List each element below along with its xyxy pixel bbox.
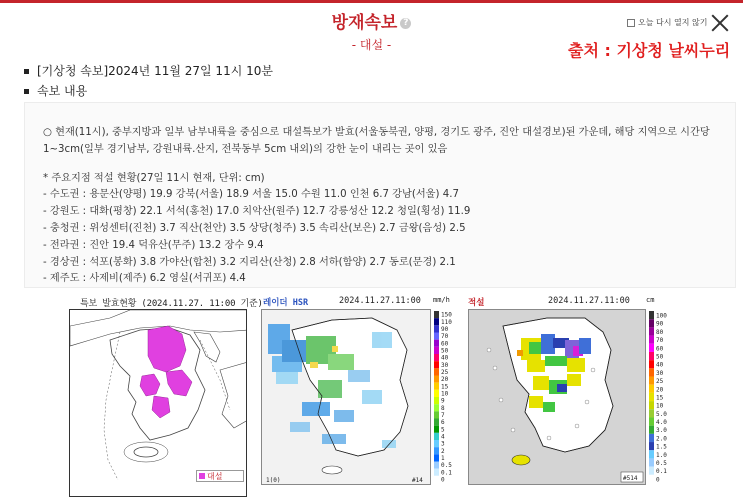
scale-swatch — [649, 368, 654, 376]
snow-unit: cm — [646, 296, 655, 304]
warning-map-legend — [196, 470, 244, 482]
scale-swatch — [649, 344, 654, 352]
scale-label: 80 — [656, 328, 664, 336]
scale-label: 8 — [441, 404, 445, 412]
scale-swatch — [434, 354, 439, 361]
scale-swatch — [649, 319, 654, 327]
close-icon[interactable] — [709, 12, 731, 34]
no-display-today-label: 오늘 다시 열지 않기 — [638, 18, 708, 27]
scale-label: 3 — [441, 440, 445, 448]
scale-swatch — [434, 404, 439, 411]
scale-swatch — [434, 454, 439, 461]
snow-warning-area-north — [148, 326, 186, 372]
source-label: 출처 : 기상청 날씨누리 — [568, 41, 731, 60]
summary-line-2: 1~3cm(일부 경기남부, 강원내륙.산지, 전북동부 5cm 내외)의 강한 눈이 내리는 곳이 있음 — [43, 143, 448, 155]
scale-label: 100 — [656, 312, 667, 320]
scale-label: 10 — [656, 402, 664, 410]
scale-label: 2 — [441, 447, 445, 455]
scale-label: 5.0 — [656, 410, 667, 418]
scale-label: 7 — [441, 412, 445, 420]
scale-label: 0.1 — [441, 469, 452, 477]
scale-swatch — [649, 385, 654, 393]
scale-label: 70 — [656, 337, 664, 345]
scale-swatch — [434, 426, 439, 433]
warning-map[interactable] — [69, 309, 247, 497]
scale-label: 70 — [441, 333, 449, 341]
scale-swatch — [649, 450, 654, 458]
region-line: - 충청권 : 위성센터(진천) 3.7 직산(천안) 3.5 상당(청주) 3.5 속리산(보은) 2.7 금왕(음성) 2.5 — [43, 222, 466, 234]
scale-label: 1.0 — [656, 451, 667, 459]
summary-line-1: ○ 현재(11시), 중부지방과 일부 남부내륙을 중심으로 대설특보가 발효(서울동북권, 양평, 경기도 광주, 진안 대설경보)된 가운데, 해당 지역으로 시간당 — [43, 127, 710, 138]
scale-label: 90 — [656, 320, 664, 328]
scale-label: 0 — [441, 476, 445, 484]
status-title: * 주요지점 적설 현황(27일 11시 현재, 단위: cm) — [43, 172, 265, 184]
snow-frame-right: #514 — [623, 475, 638, 482]
help-icon[interactable]: ? — [400, 18, 411, 29]
scale-label: 2.0 — [656, 435, 667, 443]
scale-label: 30 — [441, 361, 449, 369]
scale-label: 60 — [441, 340, 449, 348]
scale-swatch — [649, 377, 654, 385]
region-line: - 경상권 : 석포(봉화) 3.8 가야산(합천) 3.2 지리산(산청) 2.8 서하(함양) 2.7 동로(문경) 2.1 — [43, 256, 456, 268]
snow-legend-swatch — [199, 473, 205, 479]
radar-header — [263, 296, 459, 309]
scale-label: 1.5 — [656, 443, 667, 451]
scale-label: 10 — [441, 390, 449, 398]
scale-label: 20 — [656, 386, 664, 394]
scale-label: 0 — [656, 476, 660, 484]
scale-label: 4 — [441, 433, 445, 441]
no-display-today-checkbox[interactable] — [627, 19, 635, 27]
snow-map[interactable] — [468, 309, 646, 485]
scale-label: 50 — [441, 347, 449, 355]
scale-swatch — [649, 409, 654, 417]
scale-swatch — [649, 434, 654, 442]
scale-label: 110 — [441, 318, 452, 326]
scale-swatch — [434, 340, 439, 347]
scale-label: 0.1 — [656, 468, 667, 476]
scale-swatch — [649, 393, 654, 401]
scale-label: 40 — [441, 354, 449, 362]
scale-swatch — [434, 333, 439, 340]
scale-label: 25 — [656, 378, 664, 386]
snow-label: 적설 — [468, 298, 485, 308]
scale-swatch — [434, 311, 439, 318]
scale-swatch — [434, 376, 439, 383]
radar-unit: mm/h — [433, 296, 450, 304]
snow-scale — [648, 309, 670, 485]
scale-swatch — [434, 318, 439, 325]
scale-label: 90 — [441, 326, 449, 334]
bulletin-heading — [24, 62, 273, 79]
snow-legend-label: 대설 — [207, 471, 223, 481]
region-line: - 수도권 : 용문산(양평) 19.9 강북(서울) 18.9 서울 15.0 수원 11.0 인천 6.7 강남(서울) 4.7 — [43, 189, 459, 201]
square-bullet-icon — [24, 89, 29, 94]
popup-subtitle: - 대설 - — [351, 38, 392, 52]
scale-swatch — [649, 475, 654, 483]
scale-label: 15 — [441, 383, 449, 391]
scale-swatch — [434, 462, 439, 469]
scale-label: 0.5 — [656, 459, 667, 467]
scale-swatch — [434, 476, 439, 483]
scale-swatch — [434, 361, 439, 368]
region-line: - 제주도 : 사제비(제주) 6.2 영실(서귀포) 4.4 — [43, 273, 246, 285]
scale-label: 15 — [656, 394, 664, 402]
content-heading-text: 속보 내용 — [37, 84, 88, 98]
scale-swatch — [434, 383, 439, 390]
scale-swatch — [649, 311, 654, 319]
scale-swatch — [434, 347, 439, 354]
scale-swatch — [649, 336, 654, 344]
scale-label: 150 — [441, 311, 452, 319]
snow-header — [468, 296, 658, 309]
bulletin-content-box[interactable] — [24, 102, 736, 288]
scale-swatch — [649, 467, 654, 475]
scale-swatch — [434, 390, 439, 397]
scale-swatch — [649, 401, 654, 409]
scale-swatch — [434, 440, 439, 447]
scale-swatch — [649, 442, 654, 450]
radar-timestamp: 2024.11.27.11:00 — [339, 296, 421, 306]
scale-label: 5 — [441, 426, 445, 434]
scale-label: 0.5 — [441, 462, 452, 470]
scale-swatch — [434, 397, 439, 404]
scale-label: 25 — [441, 369, 449, 377]
scale-swatch — [649, 426, 654, 434]
radar-frame-right: #14 — [412, 477, 423, 484]
scale-swatch — [649, 417, 654, 425]
radar-scale — [433, 309, 459, 485]
scale-swatch — [434, 325, 439, 332]
radar-map[interactable] — [261, 309, 431, 485]
region-line: - 전라권 : 진안 19.4 덕유산(무주) 13.2 장수 9.4 — [43, 239, 264, 251]
square-bullet-icon — [24, 69, 29, 74]
scale-swatch — [649, 360, 654, 368]
radar-label: 레이더 HSR — [263, 298, 309, 308]
scale-swatch — [434, 469, 439, 476]
scale-label: 6 — [441, 419, 445, 427]
snow-timestamp: 2024.11.27.11:00 — [548, 296, 630, 306]
no-display-today-option[interactable] — [627, 17, 707, 28]
scale-swatch — [649, 352, 654, 360]
popup-title-text: 방재속보 — [331, 13, 398, 33]
scale-swatch — [434, 411, 439, 418]
content-heading — [24, 82, 87, 99]
scale-label: 4.0 — [656, 419, 667, 427]
bulletin-heading-text: [기상청 속보]2024년 11월 27일 11시 10분 — [37, 64, 273, 78]
scale-swatch — [434, 433, 439, 440]
scale-swatch — [434, 368, 439, 375]
scale-swatch — [649, 327, 654, 335]
scale-label: 40 — [656, 361, 664, 369]
scale-label: 9 — [441, 397, 445, 405]
scale-label: 50 — [656, 353, 664, 361]
scale-label: 1 — [441, 455, 445, 463]
radar-frame-left: 1(0) — [266, 477, 281, 484]
region-line: - 강원도 : 대화(평창) 22.1 서석(홍천) 17.0 치악산(원주) 12.7 강릉성산 12.2 청일(횡성) 11.9 — [43, 206, 471, 218]
scale-label: 30 — [656, 369, 664, 377]
scale-label: 3.0 — [656, 427, 667, 435]
warning-map-caption: 특보 발효현황 (2024.11.27. 11:00 기준) — [80, 299, 263, 309]
top-accent-bar — [0, 0, 743, 3]
scale-swatch — [434, 447, 439, 454]
scale-label: 60 — [656, 345, 664, 353]
scale-label: 20 — [441, 376, 449, 384]
scale-swatch — [434, 419, 439, 426]
scale-swatch — [649, 458, 654, 466]
